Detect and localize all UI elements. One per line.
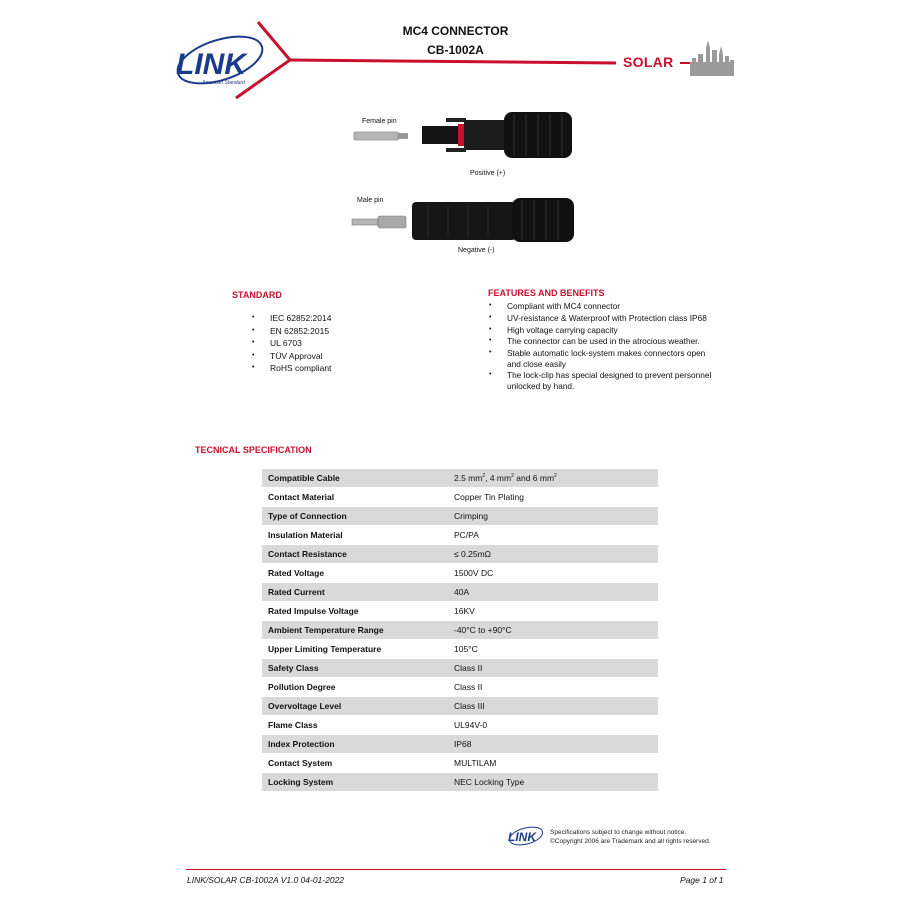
negative-label: Negative (-) (458, 247, 495, 254)
spec-label: Insulation Material (268, 530, 343, 540)
table-row (262, 564, 658, 583)
table-row (262, 697, 658, 716)
spec-label: Contact System (268, 758, 333, 768)
spec-label: Index Protection (262, 735, 448, 754)
spec-value: MULTILAM (454, 758, 497, 768)
spec-value: Crimping (448, 507, 658, 526)
spec-value: 2.5 $mm^2$, 4 $mm^2$ and 6 $mm^2$ (448, 469, 658, 488)
negative-connector-image (408, 194, 578, 246)
spec-label: Contact Resistance (262, 545, 448, 564)
svg-text:LINK: LINK (176, 48, 246, 81)
table-row (262, 507, 658, 526)
copyright-note: Specifications subject to change without notice. ©Copyright 2006 are Trademark and all rights reserved. (550, 829, 711, 845)
table-row (262, 640, 658, 659)
spec-label: Pollution Degree (268, 682, 336, 692)
standard-list (232, 312, 331, 375)
female-pin-image (352, 128, 412, 144)
table-row (262, 602, 658, 621)
link-logo-icon (170, 22, 290, 98)
table-row (262, 621, 658, 640)
table-row (262, 735, 658, 754)
list-item: • The connector can be used in the atrocious weather. (488, 336, 718, 347)
page-number: Page 1 of 1 (680, 875, 724, 885)
spec-heading: TECNICAL SPECIFICATION (195, 445, 312, 455)
spec-value: Class II (448, 659, 658, 678)
standard-heading: STANDARD (232, 290, 282, 300)
list-item: • Stable automatic lock-system makes connectors open and close easily (488, 348, 718, 369)
model-number: CB-1002A (427, 43, 484, 57)
spec-value: 105°C (454, 644, 478, 654)
document-reference: LINK/SOLAR CB-1002A V1.0 04-01-2022 (187, 875, 345, 885)
spec-value: Class III (448, 697, 658, 716)
table-row (262, 488, 658, 507)
list-item: • UL 6703 (232, 337, 331, 350)
spec-label: Locking System (262, 773, 448, 792)
features-heading: FEATURES AND BENEFITS (488, 288, 605, 298)
list-item: • High voltage carrying capacity (488, 325, 718, 336)
female-pin-label: Female pin (362, 118, 397, 125)
table-row (262, 716, 658, 735)
spec-value: IP68 (448, 735, 658, 754)
svg-text:LINK: LINK (508, 830, 536, 844)
spec-table (262, 468, 658, 792)
features-list (488, 301, 718, 393)
small-link-logo-icon (506, 824, 546, 848)
spec-value: Copper Tin Plating (454, 492, 524, 502)
list-item: • RoHS compliant (232, 362, 331, 375)
spec-label: Compatible Cable (262, 469, 448, 488)
table-row (262, 545, 658, 564)
spec-label: Rated Voltage (268, 568, 325, 578)
list-item: • EN 62852:2015 (232, 325, 331, 338)
list-item: • The lock-clip has special designed to prevent personnel unlocked by hand. (488, 370, 718, 391)
spec-label: Ambient Temperature Range (262, 621, 448, 640)
spec-label: Type of Connection (262, 507, 448, 526)
male-pin-image (350, 212, 410, 232)
spec-value: 40A (448, 583, 658, 602)
link-logo (170, 22, 290, 98)
positive-label: Positive (+) (470, 170, 506, 177)
document-title: MC4 CONNECTOR (402, 24, 509, 38)
male-pin-label: Male pin (357, 197, 384, 204)
table-row (262, 469, 658, 488)
spec-label: Rated Impulse Voltage (268, 606, 359, 616)
spec-label: Safety Class (262, 659, 448, 678)
spec-label: Rated Current (262, 583, 448, 602)
list-item: • IEC 62852:2014 (232, 312, 331, 325)
spec-value: PC/PA (454, 530, 479, 540)
spec-value: UL94V-0 (454, 720, 488, 730)
spec-value: ≤ 0.25mΩ (448, 545, 658, 564)
spec-value: 1500V DC (454, 568, 494, 578)
header-swoosh (0, 0, 911, 120)
footer-divider (186, 869, 726, 870)
spec-value: 16KV (454, 606, 475, 616)
list-item: • TÜV Approval (232, 350, 331, 363)
positive-connector-image (418, 106, 578, 164)
solar-label: SOLAR (623, 54, 674, 70)
svg-text:American Standard: American Standard (202, 80, 245, 86)
spec-label: Contact Material (268, 492, 335, 502)
table-row (262, 583, 658, 602)
spec-label: Flame Class (268, 720, 318, 730)
list-item: • UV-resistance & Waterproof with Protection class IP68 (488, 313, 718, 324)
spec-label: Overvoltage Level (262, 697, 448, 716)
spec-value: -40°C to +90°C (448, 621, 658, 640)
table-row (262, 773, 658, 792)
spec-value: NEC Locking Type (448, 773, 658, 792)
spec-label: Upper Limiting Temperature (268, 644, 382, 654)
city-skyline-icon (690, 36, 734, 76)
list-item: • Compliant with MC4 connector (488, 301, 718, 312)
table-row (262, 678, 658, 697)
spec-value: Class II (454, 682, 483, 692)
table-row (262, 754, 658, 773)
table-row (262, 659, 658, 678)
table-row (262, 526, 658, 545)
